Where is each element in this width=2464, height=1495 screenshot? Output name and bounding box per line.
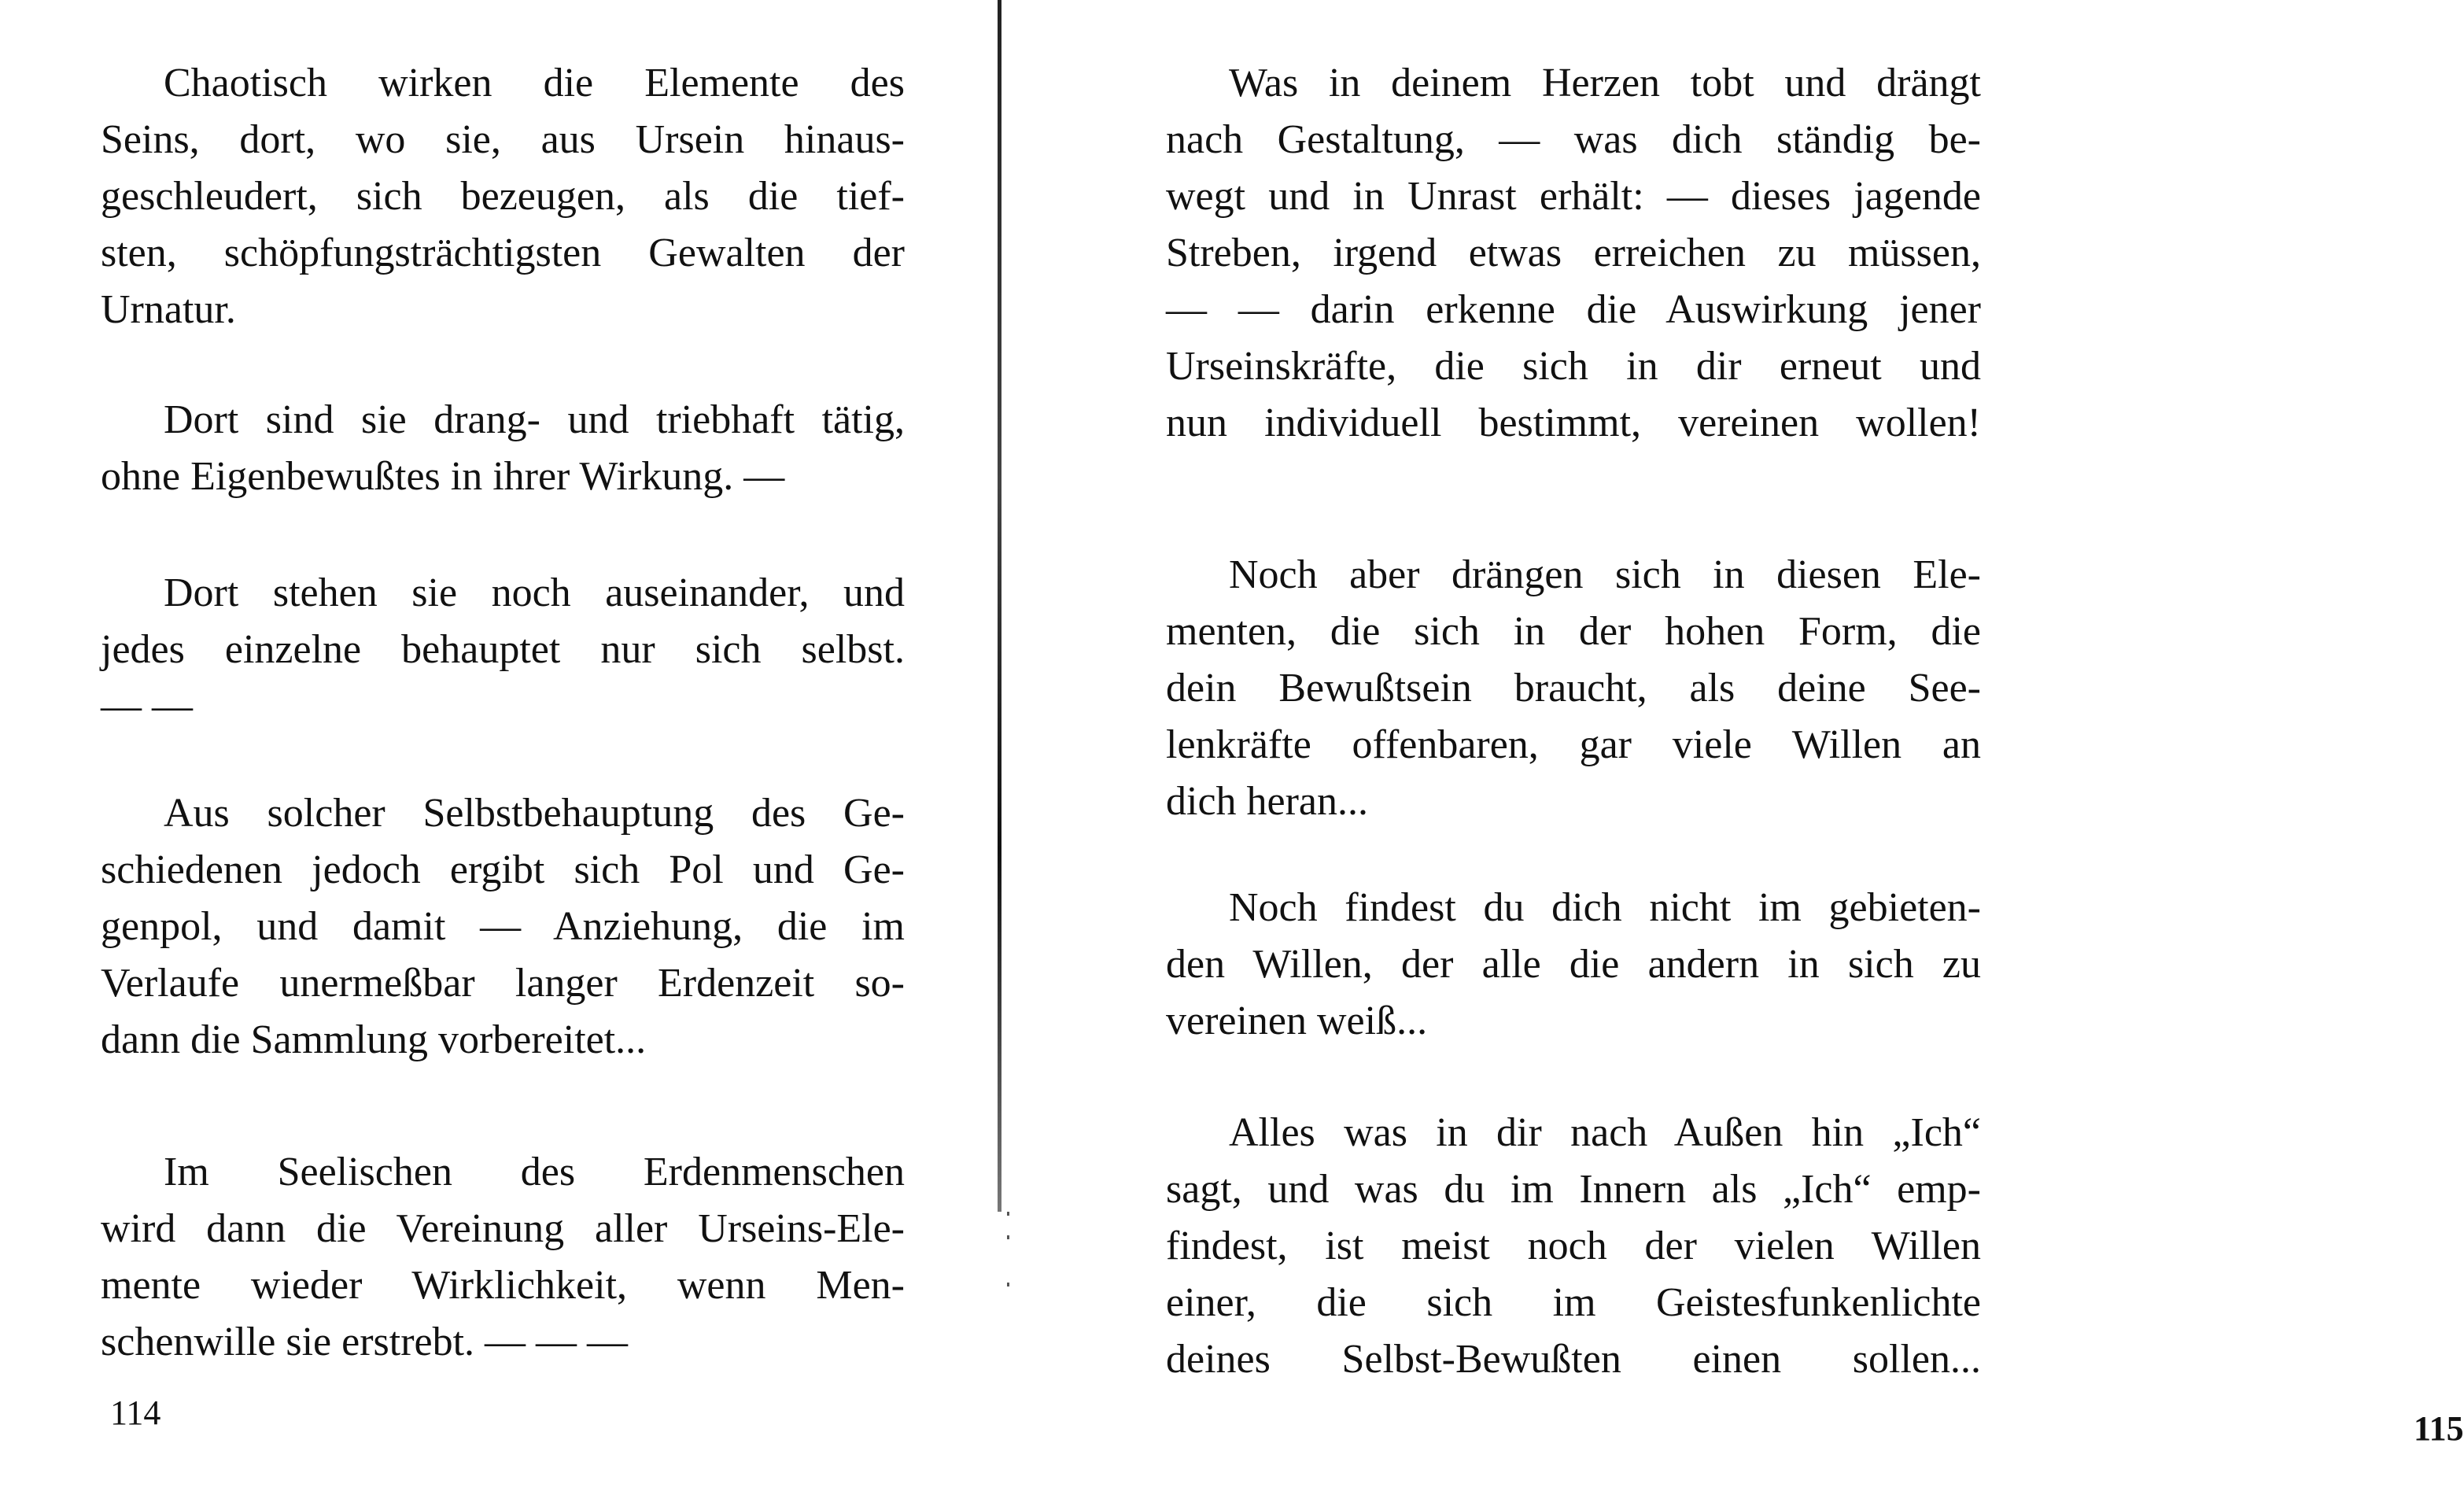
text-line: Seins, dort, wo sie, aus Ursein hinaus- [101, 117, 905, 162]
text-line: lenkräfte offenbaren, gar viele Willen an [1166, 722, 1981, 767]
page-number: 114 [110, 1393, 161, 1432]
paragraph [101, 55, 905, 338]
text-line: dein Bewußtsein braucht, als deine See- [1166, 666, 1981, 711]
paragraph [101, 392, 905, 505]
paragraph [1166, 547, 1981, 830]
text-line: ohne Eigenbewußtes in ihrer Wirkung. — [101, 454, 785, 499]
text-line: Urseinskräfte, die sich in dir erneut und [1166, 344, 1981, 389]
text-line: Verlaufe unermeßbar langer Erdenzeit so- [101, 961, 905, 1006]
paragraph [101, 1144, 905, 1371]
text-line: wegt und in Unrast erhält: — dieses jagende [1166, 174, 1981, 219]
paragraph [101, 785, 905, 1069]
paragraph [1166, 880, 1981, 1050]
speck [1007, 1212, 1009, 1216]
text-line: Was in deinem Herzen tobt und drängt [1229, 61, 1981, 105]
text-line: schiedenen jedoch ergibt sich Pol und Ge- [101, 847, 905, 892]
text-line: mente wieder Wirklichkeit, wenn Men- [101, 1263, 905, 1308]
text-line: Noch findest du dich nicht im gebieten- [1229, 885, 1981, 930]
text-line: Streben, irgend etwas erreichen zu müssen, [1166, 231, 1981, 275]
text-line: den Willen, der alle die andern in sich zu [1166, 942, 1981, 987]
paragraph [1166, 1105, 1981, 1388]
text-line: Aus solcher Selbstbehauptung des Ge- [164, 791, 905, 836]
text-line: menten, die sich in der hohen Form, die [1166, 609, 1981, 654]
text-line: dich heran... [1166, 779, 1369, 824]
speck [1007, 1235, 1009, 1239]
text-line: genpol, und damit — Anziehung, die im [101, 904, 905, 949]
text-line: einer, die sich im Geistesfunkenlichte [1166, 1280, 1981, 1325]
text-line: geschleudert, sich bezeugen, als die tief- [101, 174, 905, 219]
text-line: deines Selbst-Bewußten einen sollen... [1166, 1337, 1981, 1382]
text-line: Chaotisch wirken die Elemente des [164, 61, 905, 105]
text-line: nach Gestaltung, — was dich ständig be- [1166, 117, 1981, 162]
text-line: — — darin erkenne die Auswirkung jener [1166, 287, 1981, 332]
text-line: — — [101, 684, 193, 729]
page-number: 115 [2414, 1409, 2464, 1448]
text-line: vereinen weiß... [1166, 999, 1428, 1043]
right-page [1031, 0, 2464, 1495]
text-line: Im Seelischen des Erdenmenschen [164, 1150, 905, 1194]
text-line: dann die Sammlung vorbereitet... [101, 1017, 647, 1062]
text-line: Alles was in dir nach Außen hin „Ich“ [1229, 1110, 1981, 1155]
book-gutter [998, 0, 1001, 1212]
text-line: schenwille sie erstrebt. — — — [101, 1320, 629, 1364]
text-line: jedes einzelne behauptet nur sich selbst. [101, 627, 905, 672]
text-line: nun individuell bestimmt, vereinen wollen! [1166, 401, 1981, 445]
left-page [0, 0, 1003, 1495]
text-line: wird dann die Vereinung aller Urseins-Ele- [101, 1206, 905, 1251]
paragraph [1166, 55, 1981, 452]
paragraph [101, 565, 905, 735]
speck [1007, 1283, 1009, 1286]
gutter-specks [1007, 1212, 1010, 1306]
text-line: findest, ist meist noch der vielen Willen [1166, 1224, 1981, 1268]
text-line: sagt, und was du im Innern als „Ich“ emp- [1166, 1167, 1981, 1212]
text-line: sten, schöpfungsträchtigsten Gewalten der [101, 231, 905, 275]
text-line: Dort sind sie drang- und triebhaft tätig, [164, 397, 905, 442]
text-line: Noch aber drängen sich in diesen Ele- [1229, 552, 1981, 597]
text-line: Urnatur. [101, 287, 236, 332]
text-line: Dort stehen sie noch auseinander, und [164, 570, 905, 615]
